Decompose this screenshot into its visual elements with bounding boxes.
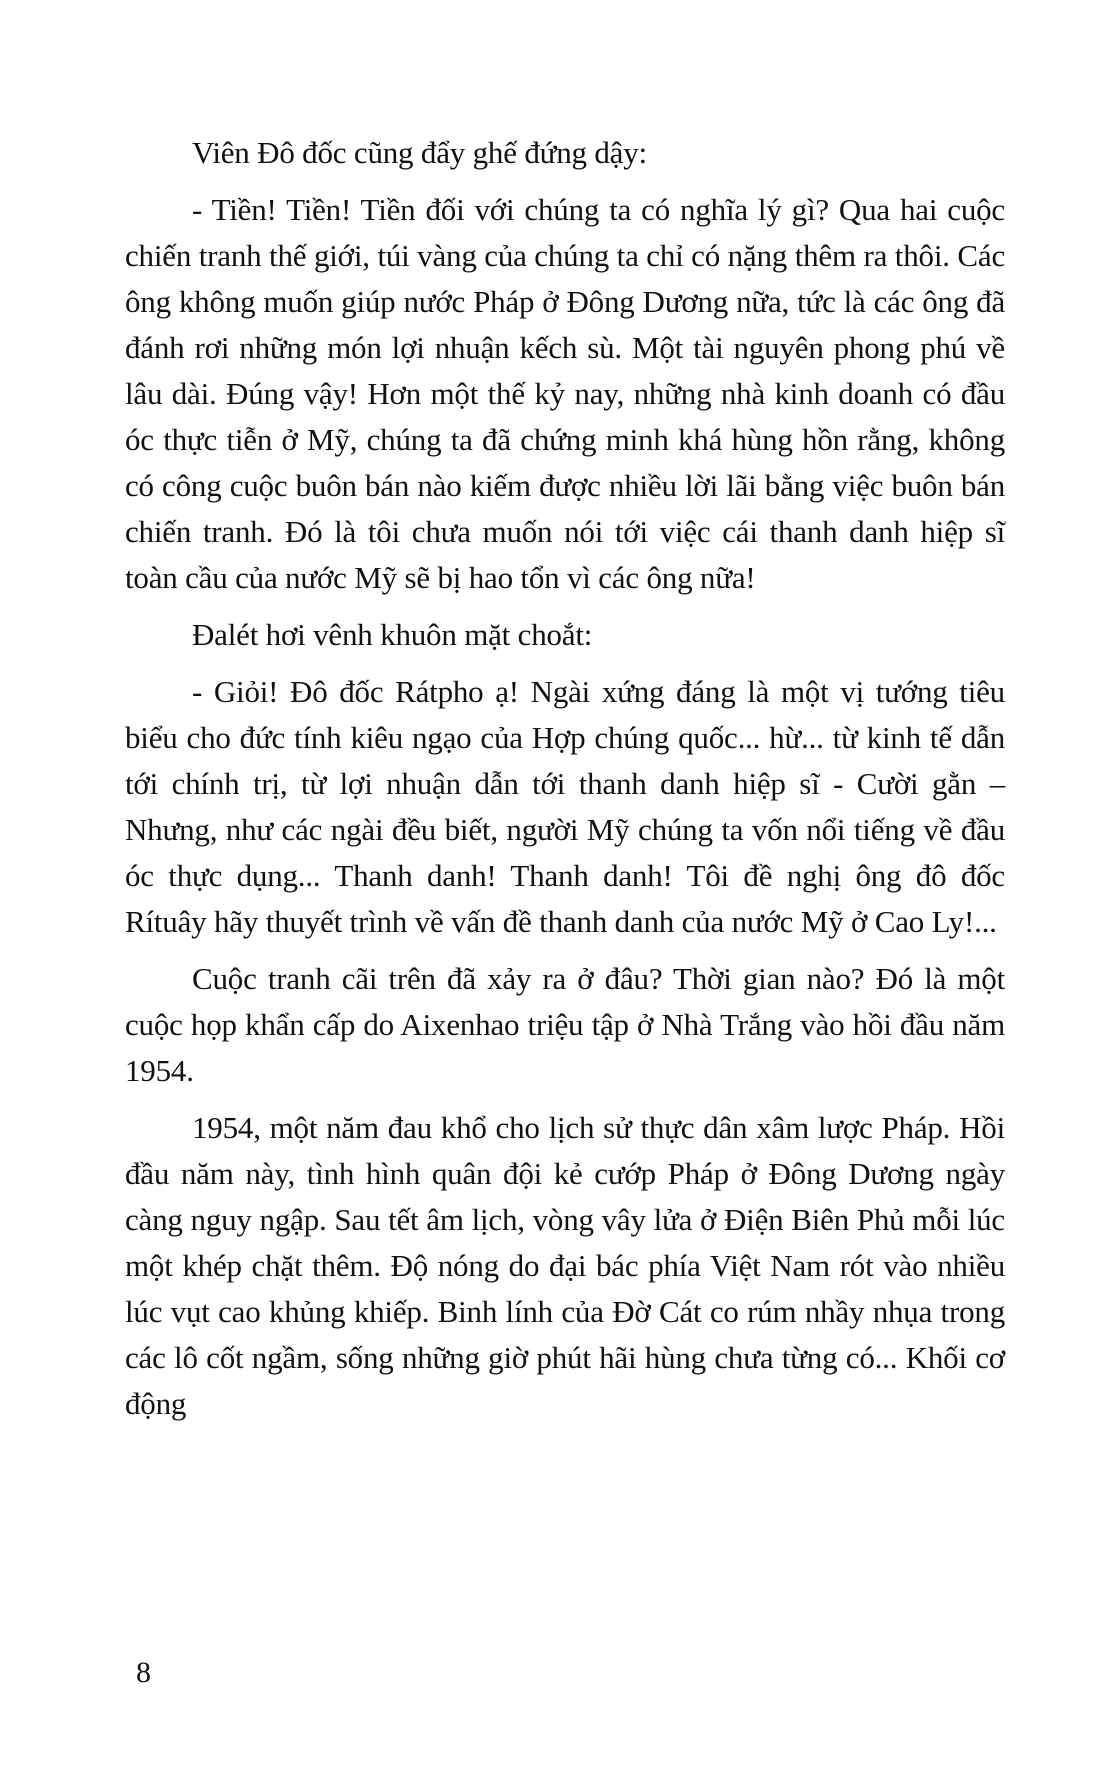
paragraph-1: Viên Đô đốc cũng đẩy ghế đứng dậy: bbox=[192, 135, 647, 170]
paragraph-3: Đalét hơi vênh khuôn mặt choắt: bbox=[192, 617, 593, 652]
page-number: 8 bbox=[136, 1656, 151, 1689]
body-text bbox=[125, 130, 1005, 1438]
paragraph-4: - Giỏi! Đô đốc Rátpho ạ! Ngài xứng đáng là một vị tướng tiêu biểu cho đức tính kiêu ngạo của Hợp chúng quốc... hừ... từ kinh tế dẫn tới chính trị, từ lợi nhuận dẫn tới thanh danh hiệp sĩ - Cười gằn – Nhưng, như các ngài đều biết, người Mỹ chúng ta vốn nổi tiếng về đầu óc thực dụng... Thanh danh! Thanh danh! Tôi đề nghị ông đô đốc Rítuây hãy thuyết trình về vấn đề thanh danh của nước Mỹ ở Cao Ly!... bbox=[125, 674, 1005, 939]
paragraph-6: 1954, một năm đau khổ cho lịch sử thực dân xâm lược Pháp. Hồi đầu năm này, tình hình quân đội kẻ cướp Pháp ở Đông Dương ngày càng nguy ngập. Sau tết âm lịch, vòng vây lửa ở Điện Biên Phủ mỗi lúc một khép chặt thêm. Độ nóng do đại bác phía Việt Nam rót vào nhiều lúc vụt cao khủng khiếp. Binh lính của Đờ Cát co rúm nhầy nhụa trong các lô cốt ngầm, sống những giờ phút hãi hùng chưa từng có... Khối cơ động bbox=[125, 1110, 1005, 1421]
paragraph-2: - Tiền! Tiền! Tiền đối với chúng ta có nghĩa lý gì? Qua hai cuộc chiến tranh thế giới, túi vàng của chúng ta chỉ có nặng thêm ra thôi. Các ông không muốn giúp nước Pháp ở Đông Dương nữa, tức là các ông đã đánh rơi những món lợi nhuận kếch sù. Một tài nguyên phong phú về lâu dài. Đúng vậy! Hơn một thế kỷ nay, những nhà kinh doanh có đầu óc thực tiễn ở Mỹ, chúng ta đã chứng minh khá hùng hồn rằng, không có công cuộc buôn bán nào kiếm được nhiều lời lãi bằng việc buôn bán chiến tranh. Đó là tôi chưa muốn nói tới việc cái thanh danh hiệp sĩ toàn cầu của nước Mỹ sẽ bị hao tổn vì các ông nữa! bbox=[125, 192, 1005, 595]
paragraph-5: Cuộc tranh cãi trên đã xảy ra ở đâu? Thời gian nào? Đó là một cuộc họp khẩn cấp do Aixenhao triệu tập ở Nhà Trắng vào hồi đầu năm 1954. bbox=[125, 961, 1005, 1088]
